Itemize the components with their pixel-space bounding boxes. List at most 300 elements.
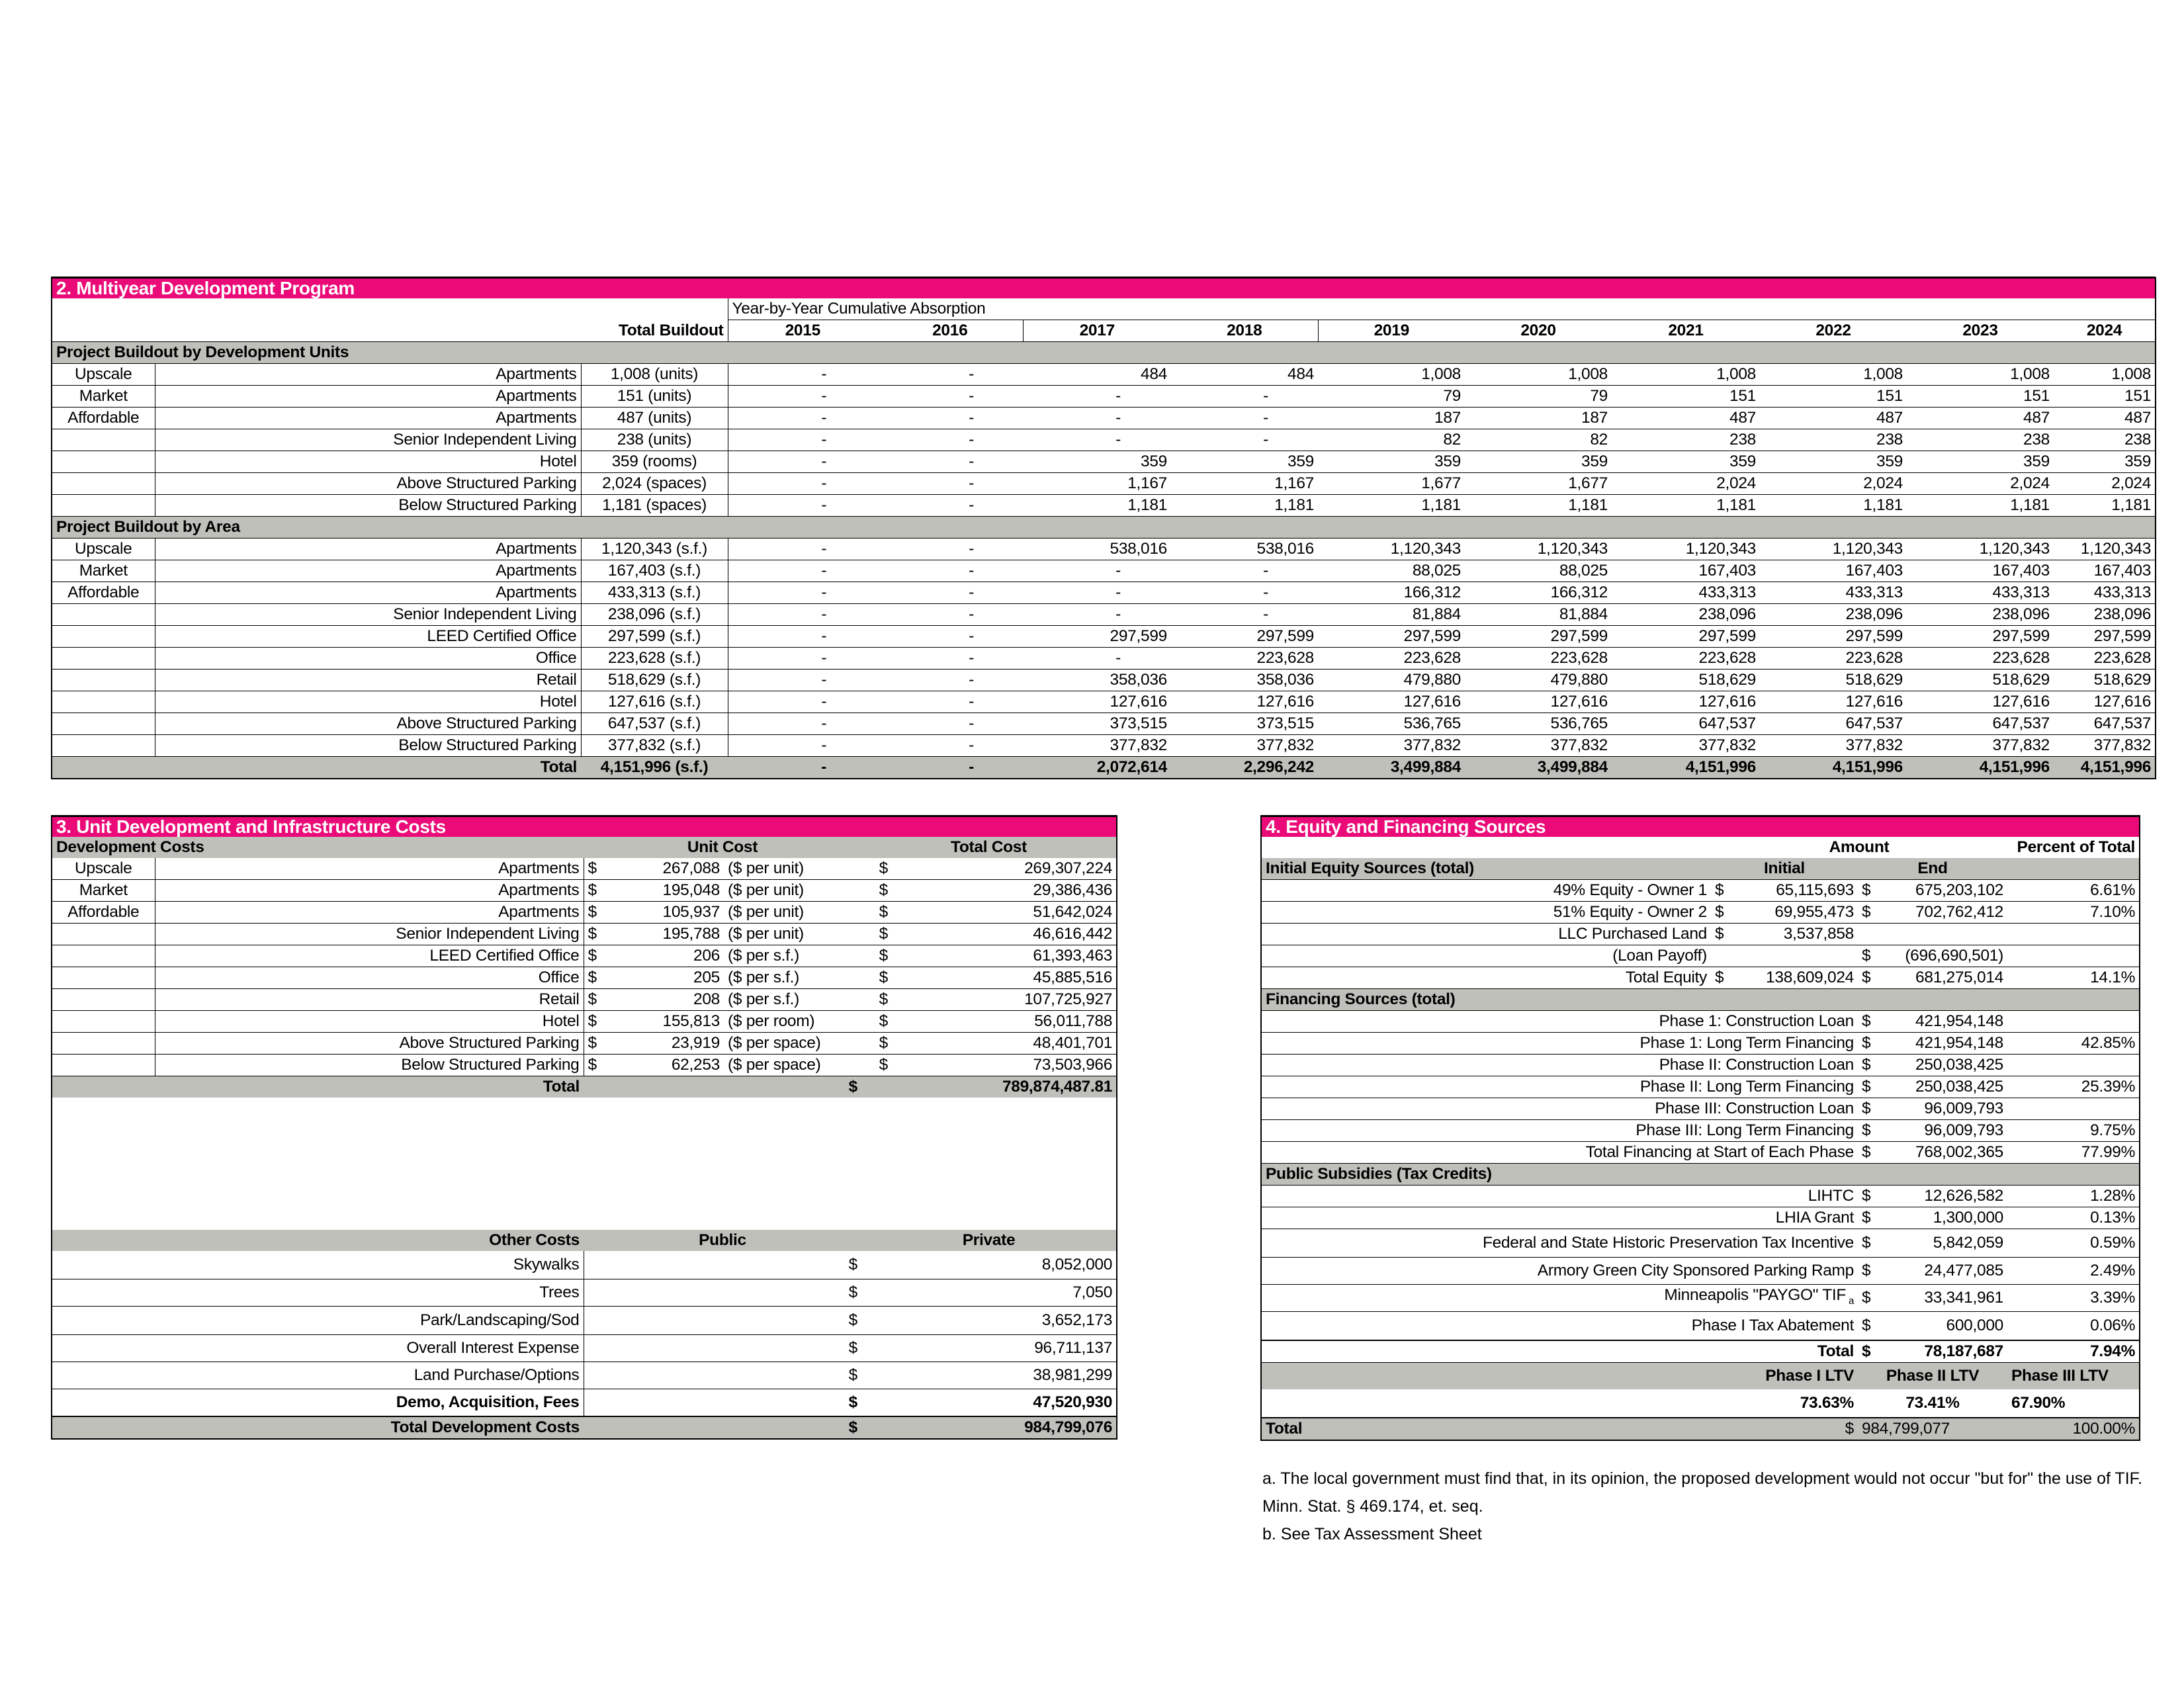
absorption-label: Year-by-Year Cumulative Absorption — [728, 298, 2156, 320]
total-cost-value: 56,011,788 — [892, 1011, 1117, 1033]
year-value: 1,181 — [1171, 495, 1318, 517]
dollar-sign: $ — [1858, 1033, 1878, 1055]
unit-cost-value: 208 — [605, 989, 724, 1011]
row-label: Hotel — [155, 1011, 584, 1033]
year-value: 127,616 — [1171, 691, 1318, 713]
row-label: Apartments — [155, 902, 584, 924]
other-costs-header: Other Costs — [52, 1230, 584, 1251]
year-value: 359 — [1023, 451, 1171, 473]
row-label: Below Structured Parking — [155, 735, 581, 757]
initial-value — [1735, 945, 1858, 967]
table-row — [1261, 945, 2140, 967]
dollar-sign: $ — [861, 858, 892, 880]
private-cost-value: 38,981,299 — [861, 1362, 1117, 1389]
year-value: - — [728, 670, 877, 691]
other-cost-label: Skywalks — [52, 1251, 584, 1279]
table-row — [52, 858, 1117, 880]
total-cost-value: 73,503,966 — [892, 1055, 1117, 1076]
year-value: 359 — [1465, 451, 1612, 473]
year-value: 238 — [2054, 429, 2156, 451]
table-row — [52, 880, 1117, 902]
total-buildout-value: 2,024 (spaces) — [581, 473, 728, 495]
total-buildout-value: 359 (rooms) — [581, 451, 728, 473]
table-row — [52, 945, 1117, 967]
table-row — [52, 1033, 1117, 1055]
dollar-sign: $ — [861, 880, 892, 902]
year-total: 4,151,996 — [1907, 757, 2054, 779]
ltv-header-row — [1261, 1363, 2140, 1390]
percent-value: 0.06% — [2007, 1312, 2140, 1341]
phase-3-ltv-value: 67.90% — [2011, 1394, 2066, 1412]
year-value: 377,832 — [2054, 735, 2156, 757]
phase-2-ltv-value: 73.41% — [1905, 1394, 1960, 1412]
source-label: LIHTC — [1261, 1186, 1858, 1207]
unit-cost-value: 105,937 — [605, 902, 724, 924]
grand-total-percent: 100.00% — [2007, 1418, 2140, 1440]
dollar-sign: $ — [1711, 967, 1735, 989]
percent-value: 2.49% — [2007, 1258, 2140, 1285]
total-buildout-value: 518,629 (s.f.) — [581, 670, 728, 691]
row-label: Office — [155, 648, 581, 670]
dollar-sign: $ — [584, 1389, 861, 1417]
initial-value: 138,609,024 — [1735, 967, 1858, 989]
year-header-row — [52, 320, 2156, 342]
year-value: 151 — [2054, 386, 2156, 408]
phase-1-ltv-value: 73.63% — [1800, 1394, 1854, 1412]
table-row — [1261, 1142, 2140, 1164]
dollar-sign: $ — [584, 1055, 605, 1076]
subsidy-total-value: 78,187,687 — [1878, 1340, 2007, 1363]
year-value: - — [1171, 604, 1318, 626]
year-value: 187 — [1465, 408, 1612, 429]
dollar-sign: $ — [1858, 1142, 1878, 1164]
dollar-sign: $ — [584, 1362, 861, 1389]
private-header: Private — [861, 1230, 1117, 1251]
year-value: 433,313 — [1760, 582, 1907, 604]
grand-total-label: Total Development Costs — [52, 1416, 584, 1439]
dollar-sign — [1858, 924, 1878, 945]
footnotes — [1262, 1465, 2149, 1548]
table-row — [52, 1335, 1117, 1362]
equity-label: Total Equity — [1261, 967, 1711, 989]
total-label: Total — [52, 1076, 584, 1098]
tier-label — [52, 691, 155, 713]
total-buildout-value: 1,120,343 (s.f.) — [581, 539, 728, 560]
dollar-sign: $ — [861, 1033, 892, 1055]
table-row — [52, 473, 2156, 495]
total-cost-header: Total Cost — [861, 837, 1117, 858]
table-row — [52, 539, 2156, 560]
total-cost-value: 48,401,701 — [892, 1033, 1117, 1055]
year-value: 223,628 — [1907, 648, 2054, 670]
year-value: - — [877, 539, 1023, 560]
tier-label: Upscale — [52, 539, 155, 560]
equity-label: (Loan Payoff) — [1261, 945, 1711, 967]
year-value: 2,024 — [1612, 473, 1760, 495]
table-row — [52, 560, 2156, 582]
year-total: 4,151,996 — [1612, 757, 1760, 779]
total-row — [52, 1076, 1117, 1098]
tier-label — [52, 1055, 155, 1076]
year-value: 1,181 — [1318, 495, 1465, 517]
year-value: 1,181 — [1465, 495, 1612, 517]
year-value: 1,181 — [1023, 495, 1171, 517]
year-value: 2,024 — [1907, 473, 2054, 495]
amount-value: 96,009,793 — [1878, 1098, 2007, 1120]
year-value: 223,628 — [2054, 648, 2156, 670]
table-row — [52, 1389, 1117, 1417]
year-value: 377,832 — [1907, 735, 2054, 757]
unit-label: ($ per space) — [724, 1055, 861, 1076]
year-value: - — [877, 560, 1023, 582]
end-value: 675,203,102 — [1878, 880, 2007, 902]
year-value: - — [1171, 386, 1318, 408]
amount-value: 250,038,425 — [1878, 1076, 2007, 1098]
total-buildout-value: 1,181 (spaces) — [581, 495, 728, 517]
table-row — [52, 582, 2156, 604]
row-label: Above Structured Parking — [155, 473, 581, 495]
amount-header-row — [1261, 837, 2140, 858]
year-value: 1,120,343 — [1318, 539, 1465, 560]
year-value: 1,008 — [1612, 364, 1760, 386]
year-header: 2023 — [1907, 320, 2054, 342]
end-value: 681,275,014 — [1878, 967, 2007, 989]
year-value: - — [728, 495, 877, 517]
initial-header: Initial — [1711, 858, 1858, 880]
year-value: 127,616 — [1023, 691, 1171, 713]
other-cost-label: Trees — [52, 1279, 584, 1307]
year-value: 297,599 — [1023, 626, 1171, 648]
subsidies-group-header: Public Subsidies (Tax Credits) — [1261, 1164, 2140, 1186]
year-value: 373,515 — [1023, 713, 1171, 735]
year-value: - — [1023, 429, 1171, 451]
table-row — [52, 924, 1117, 945]
year-value: 538,016 — [1171, 539, 1318, 560]
year-value: 1,008 — [1760, 364, 1907, 386]
amount-value: 1,300,000 — [1878, 1207, 2007, 1229]
year-total: 2,296,242 — [1171, 757, 1318, 779]
amount-value: 600,000 — [1878, 1312, 2007, 1341]
year-value: 377,832 — [1023, 735, 1171, 757]
dev-costs-header: Development Costs — [52, 837, 584, 858]
year-value: - — [728, 560, 877, 582]
row-label: Below Structured Parking — [155, 495, 581, 517]
year-value: 238 — [1907, 429, 2054, 451]
unit-cost-value: 205 — [605, 967, 724, 989]
unit-development-costs-table — [51, 815, 1117, 1440]
year-value: 297,599 — [1760, 626, 1907, 648]
year-value: 359 — [2054, 451, 2156, 473]
row-label: Apartments — [155, 582, 581, 604]
year-value: 297,599 — [1907, 626, 2054, 648]
row-label: LEED Certified Office — [155, 626, 581, 648]
table-row — [1261, 1076, 2140, 1098]
year-value: - — [1023, 386, 1171, 408]
year-value: 238,096 — [1612, 604, 1760, 626]
percent-value: 42.85% — [2007, 1033, 2140, 1055]
year-value: 151 — [1612, 386, 1760, 408]
source-label: Phase I Tax Abatement — [1261, 1312, 1858, 1341]
year-value: 2,024 — [1760, 473, 1907, 495]
footnote-a: a. The local government must find that, in its opinion, the proposed development would not occur "but for" the use of TIF. Minn. Stat. § 469.174, et. seq. — [1262, 1469, 2143, 1516]
row-label: Apartments — [155, 364, 581, 386]
year-value: 127,616 — [1907, 691, 2054, 713]
private-cost-value: 8,052,000 — [861, 1251, 1117, 1279]
equity-label: 51% Equity - Owner 2 — [1261, 902, 1711, 924]
dollar-sign: $ — [861, 1055, 892, 1076]
absorption-label-row — [52, 298, 2156, 320]
dollar-sign: $ — [1858, 1098, 1878, 1120]
unit-cost-header: Unit Cost — [584, 837, 861, 858]
dollar-sign: $ — [1858, 1186, 1878, 1207]
total-buildout-value: 377,832 (s.f.) — [581, 735, 728, 757]
source-label: Phase II: Construction Loan — [1261, 1055, 1858, 1076]
year-value: 479,880 — [1465, 670, 1612, 691]
unit-label: ($ per unit) — [724, 902, 861, 924]
dollar-sign: $ — [861, 945, 892, 967]
tier-label — [52, 626, 155, 648]
row-label: Below Structured Parking — [155, 1055, 584, 1076]
dollar-sign: $ — [1858, 967, 1878, 989]
other-cost-label: Land Purchase/Options — [52, 1362, 584, 1389]
year-value: 238 — [1760, 429, 1907, 451]
year-value: - — [728, 626, 877, 648]
year-value: - — [1023, 408, 1171, 429]
year-value: 1,677 — [1318, 473, 1465, 495]
year-value: 223,628 — [1612, 648, 1760, 670]
year-total: 4,151,996 — [1760, 757, 1907, 779]
row-label: Apartments — [155, 858, 584, 880]
year-value: 1,167 — [1023, 473, 1171, 495]
tier-label: Affordable — [52, 582, 155, 604]
row-label: Apartments — [155, 880, 584, 902]
year-value: 297,599 — [1612, 626, 1760, 648]
other-costs-header-row — [52, 1230, 1117, 1251]
table-row — [1261, 880, 2140, 902]
total-buildout-value: 4,151,996 (s.f.) — [581, 757, 728, 779]
table-row — [1261, 1011, 2140, 1033]
source-label: Phase 1: Long Term Financing — [1261, 1033, 1858, 1055]
initial-value: 69,955,473 — [1735, 902, 1858, 924]
dollar-sign: $ — [1858, 1312, 1878, 1341]
year-value: 1,120,343 — [1465, 539, 1612, 560]
year-value: 377,832 — [1318, 735, 1465, 757]
total-buildout-value: 151 (units) — [581, 386, 728, 408]
table-row — [52, 713, 2156, 735]
initial-value: 65,115,693 — [1735, 880, 1858, 902]
year-total: - — [728, 757, 877, 779]
total-value: 789,874,487.81 — [861, 1076, 1117, 1098]
year-value: 1,181 — [1612, 495, 1760, 517]
year-value: 127,616 — [2054, 691, 2156, 713]
source-label: Armory Green City Sponsored Parking Ramp — [1261, 1258, 1858, 1285]
equity-header-row — [1261, 858, 2140, 880]
percent-value: 3.39% — [2007, 1285, 2140, 1312]
grand-total-row — [1261, 1418, 2140, 1440]
year-value: 81,884 — [1465, 604, 1612, 626]
amount-value: 96,009,793 — [1878, 1120, 2007, 1142]
table-row — [1261, 902, 2140, 924]
row-label: Retail — [155, 989, 584, 1011]
year-value: - — [1171, 560, 1318, 582]
table-row — [52, 1362, 1117, 1389]
row-label: Retail — [155, 670, 581, 691]
dollar-sign: $ — [1858, 1055, 1878, 1076]
year-value: 536,765 — [1318, 713, 1465, 735]
subsidy-total-percent: 7.94% — [2007, 1340, 2140, 1363]
end-header: End — [1858, 858, 2007, 880]
table-row — [1261, 1033, 2140, 1055]
year-value: 1,167 — [1171, 473, 1318, 495]
ltv-value-row — [1261, 1389, 2140, 1418]
year-value: 297,599 — [1171, 626, 1318, 648]
unit-cost-value: 23,919 — [605, 1033, 724, 1055]
total-buildout-value: 1,008 (units) — [581, 364, 728, 386]
year-value: - — [1171, 429, 1318, 451]
private-cost-value: 47,520,930 — [861, 1389, 1117, 1417]
tier-label — [52, 989, 155, 1011]
blank-cell — [52, 298, 728, 320]
table-row — [52, 648, 2156, 670]
percent-value: 25.39% — [2007, 1076, 2140, 1098]
total-buildout-value: 238 (units) — [581, 429, 728, 451]
year-value: 518,629 — [1907, 670, 2054, 691]
year-value: - — [877, 386, 1023, 408]
total-label: Total — [52, 757, 581, 779]
year-header: 2015 — [728, 320, 877, 342]
table-row — [52, 1011, 1117, 1033]
year-value: 223,628 — [1318, 648, 1465, 670]
year-value: 359 — [1612, 451, 1760, 473]
year-value: 1,120,343 — [1612, 539, 1760, 560]
dollar-sign: $ — [861, 967, 892, 989]
section-title-row — [52, 278, 2156, 299]
percent-value — [2007, 1011, 2140, 1033]
year-value: - — [877, 604, 1023, 626]
amount-value: 12,626,582 — [1878, 1186, 2007, 1207]
year-value: 1,120,343 — [2054, 539, 2156, 560]
total-buildout-value: 487 (units) — [581, 408, 728, 429]
year-value: - — [728, 539, 877, 560]
year-value: 297,599 — [1318, 626, 1465, 648]
dollar-sign: $ — [584, 989, 605, 1011]
year-value: 377,832 — [1612, 735, 1760, 757]
total-buildout-value: 223,628 (s.f.) — [581, 648, 728, 670]
spacer-row — [52, 1098, 1117, 1230]
year-header: 2017 — [1023, 320, 1171, 342]
year-value: 1,008 — [1465, 364, 1612, 386]
tier-label — [52, 713, 155, 735]
table-row — [52, 1307, 1117, 1335]
table-row — [52, 902, 1117, 924]
percent-value — [2007, 1098, 2140, 1120]
year-header: 2021 — [1612, 320, 1760, 342]
dollar-sign: $ — [584, 967, 605, 989]
tier-label: Market — [52, 386, 155, 408]
unit-cost-value: 195,788 — [605, 924, 724, 945]
table-row — [1261, 1120, 2140, 1142]
year-value: - — [877, 364, 1023, 386]
year-value: 484 — [1023, 364, 1171, 386]
total-buildout-header: Total Buildout — [581, 320, 728, 342]
tier-label — [52, 945, 155, 967]
grand-total-row — [52, 1416, 1117, 1439]
equity-label: 49% Equity - Owner 1 — [1261, 880, 1711, 902]
year-value: 223,628 — [1760, 648, 1907, 670]
percent-value: 9.75% — [2007, 1120, 2140, 1142]
dollar-sign: $ — [584, 1279, 861, 1307]
dollar-sign: $ — [1858, 1207, 1878, 1229]
tier-label — [52, 924, 155, 945]
amount-value: 421,954,148 — [1878, 1011, 2007, 1033]
tier-label — [52, 429, 155, 451]
year-value: 1,008 — [1907, 364, 2054, 386]
dollar-sign: $ — [584, 1251, 861, 1279]
total-row — [52, 757, 2156, 779]
year-value: 359 — [1760, 451, 1907, 473]
table-row — [1261, 1207, 2140, 1229]
tier-label: Market — [52, 560, 155, 582]
percent-value — [2007, 1055, 2140, 1076]
dollar-sign: $ — [1858, 1285, 1878, 1312]
percent-value: 77.99% — [2007, 1142, 2140, 1164]
dollar-sign: $ — [584, 1416, 861, 1439]
dollar-sign: $ — [1858, 1258, 1878, 1285]
tier-label — [52, 735, 155, 757]
column-header-row — [52, 837, 1117, 858]
end-value — [1878, 924, 2007, 945]
year-value: - — [728, 451, 877, 473]
row-label: Senior Independent Living — [155, 604, 581, 626]
percent-value: 7.10% — [2007, 902, 2140, 924]
dollar-sign: $ — [1711, 880, 1735, 902]
tier-label: Market — [52, 880, 155, 902]
table-row — [52, 967, 1117, 989]
total-cost-value: 29,386,436 — [892, 880, 1117, 902]
blank-cell — [1261, 837, 1711, 858]
table-row — [1261, 1285, 2140, 1312]
year-value: - — [877, 626, 1023, 648]
year-value: 166,312 — [1465, 582, 1612, 604]
other-cost-label: Demo, Acquisition, Fees — [52, 1389, 584, 1417]
year-value: 151 — [1760, 386, 1907, 408]
amount-value: 24,477,085 — [1878, 1258, 2007, 1285]
amount-value: 250,038,425 — [1878, 1055, 2007, 1076]
year-value: 167,403 — [1760, 560, 1907, 582]
percent-value: 0.13% — [2007, 1207, 2140, 1229]
table-row — [1261, 1098, 2140, 1120]
year-value: 2,024 — [2054, 473, 2156, 495]
total-cost-value: 51,642,024 — [892, 902, 1117, 924]
year-value: - — [877, 408, 1023, 429]
subsidy-total-row — [1261, 1340, 2140, 1363]
year-header: 2019 — [1318, 320, 1465, 342]
dollar-sign: $ — [584, 858, 605, 880]
percent-value: 6.61% — [2007, 880, 2140, 902]
year-value: 79 — [1318, 386, 1465, 408]
row-label: Above Structured Parking — [155, 1033, 584, 1055]
year-value: 238 — [1612, 429, 1760, 451]
year-value: 647,537 — [2054, 713, 2156, 735]
source-label: Total Financing at Start of Each Phase — [1261, 1142, 1858, 1164]
year-value: 433,313 — [2054, 582, 2156, 604]
table-row — [52, 604, 2156, 626]
source-label: Phase III: Long Term Financing — [1261, 1120, 1858, 1142]
year-value: - — [877, 691, 1023, 713]
blank-area — [52, 1098, 1117, 1230]
footnote-b: b. See Tax Assessment Sheet — [1262, 1525, 1482, 1543]
year-value: - — [728, 364, 877, 386]
